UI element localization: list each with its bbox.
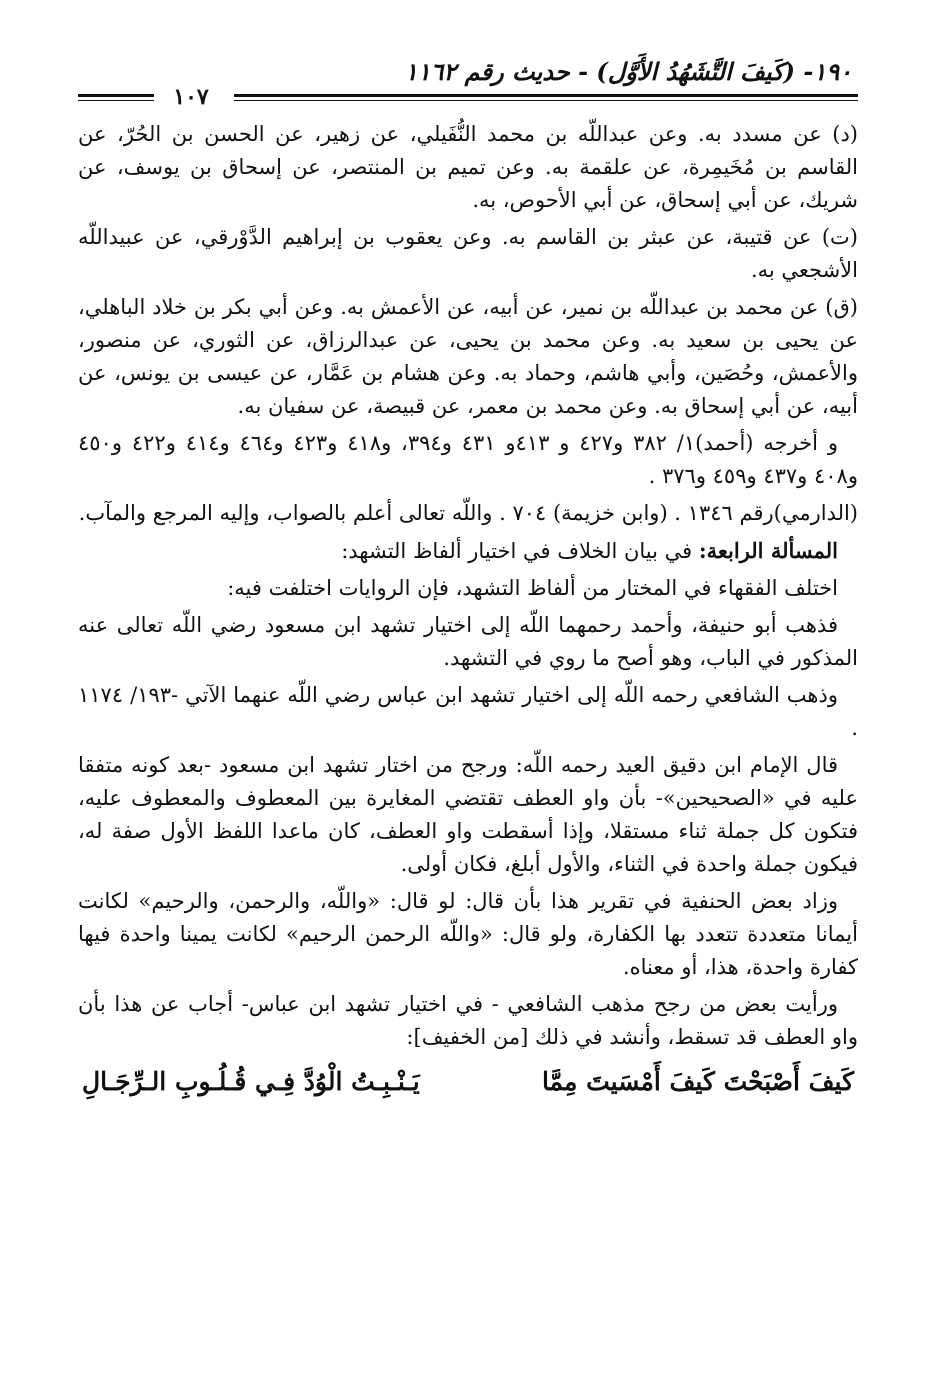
running-title: ١٩٠- (كَيفَ التَّشَهُدُ الأَوَّل) - حديث رقم ١١٦٢	[404, 57, 852, 86]
poetry-verse	[78, 1060, 858, 1104]
paragraph-abu-dawud: (د) عن مسدد به. وعن عبداللّه بن محمد النُّفَيلي، عن زهير، عن الحسن بن الحُرّ، عن القاسم بن مُخَيمِرة، عن علقمة به. وعن تميم بن المنتصر، عن إسحاق بن يوسف، عن شريك، عن أبي إسحاق، عن أبي الأحوص، به.	[78, 122, 858, 212]
paragraph-abu-hanifa: فذهب أبو حنيفة، وأحمد رحمهما اللّه إلى اختيار تشهد ابن مسعود رضي اللّه تعالى عنه المذكور في الباب، وهو أصح ما روي في التشهد.	[78, 613, 858, 670]
paragraph-ahmad: و أخرجه (أحمد)١/ ٣٨٢ و٤٢٧ و ٤١٣و ٤٣١ و٣٩٤، و٤١٨ و٤٢٣ و٤٦٤ و٤١٤ و٤٢٢ و٤٥٠ و٤٠٨ و٤٣٧ و٤٥٩ و٣٧٦ .	[78, 431, 858, 488]
paragraph-jurists-differ: اختلف الفقهاء في المختار من ألفاظ التشهد، فإن الروايات اختلفت فيه:	[227, 576, 838, 600]
running-head	[78, 52, 858, 86]
paragraph-ibn-majah: (ق) عن محمد بن عبداللّه بن نمير، عن أبيه، عن الأعمش به. وعن أبي بكر بن خلاد الباهلي، عن يحيى بن سعيد به. وعن محمد بن يحيى، عن عبدالرزاق، عن الثوري، عن منصور، والأعمش، وحُصَين، وأبي هاشم، وحماد به. وعن هشام بن عَمَّار، عن عيسى بن يونس، عن أبيه، عن أبي إسحاق به. وعن محمد بن معمر، عن قبيصة، عن سفيان به.	[78, 295, 858, 418]
paragraph-shafii: وذهب الشافعي رحمه اللّه إلى اختيار تشهد ابن عباس رضي اللّه عنهما الآتي -١٩٣/ ١١٧٤ .	[78, 683, 858, 740]
paragraph-tirmidhi: (ت) عن قتيبة، عن عبثر بن القاسم به. وعن يعقوب بن إبراهيم الدَّوْرقي، عن عبيداللّه الأشجعي به.	[78, 225, 858, 282]
paragraph-darimi: (الدارمي)رقم ١٣٤٦ . (وابن خزيمة) ٧٠٤ . واللّه تعالى أعلم بالصواب، وإليه المرجع والمآب.	[78, 501, 858, 525]
header-rule-right	[234, 94, 858, 101]
paragraph-hanafiyya: وزاد بعض الحنفية في تقرير هذا بأن قال: لو قال: «واللّه، والرحمن، والرحيم» لكانت أيمانا متعددة تتعدد بها الكفارة، ولو قال: «واللّه الرحمن الرحيم» لكانت يمينا واحدة فيها كفارة واحدة، هذا، أو معناه.	[78, 889, 858, 979]
fourth-issue-text: في بيان الخلاف في اختيار ألفاظ التشهد:	[341, 539, 699, 563]
paragraph-verse-intro: ورأيت بعض من رجح مذهب الشافعي - في اختيار تشهد ابن عباس- أجاب عن هذا بأن واو العطف قد تسقط، وأنشد في ذلك [من الخفيف]:	[78, 992, 858, 1049]
paragraph-ibn-daqiq: قال الإمام ابن دقيق العيد رحمه اللّه: ورجح من اختار تشهد ابن مسعود -بعد كونه متفقا عليه في «الصحيحين»- بأن واو العطف تقتضي المغايرة بين المعطوف والمعطوف عليه، فتكون كل جملة ثناء مستقلا، وإذا أسقطت واو العطف، كان ماعدا اللفظ الأول صفة له، فيكون جملة واحدة في الثناء، والأول أبلغ، فكان أولى.	[78, 753, 858, 876]
header-rule-left	[78, 94, 154, 101]
fourth-issue-label: المسألة الرابعة:	[698, 538, 838, 563]
body-text	[78, 118, 858, 1054]
header-rule	[78, 84, 858, 114]
page-number: ١٠٧	[160, 84, 222, 110]
verse-first-hemistich: كَيفَ أَصْبَحْتَ كَيفَ أَمْسَيتَ مِمَّا	[541, 1067, 854, 1096]
verse-second-hemistich: يَـنْـبِـتُ الْوُدَّ فِـي قُـلُـوبِ الـرِّجَـالِ	[82, 1067, 420, 1096]
paragraph-fourth-issue	[78, 534, 858, 568]
book-page	[78, 52, 858, 1104]
